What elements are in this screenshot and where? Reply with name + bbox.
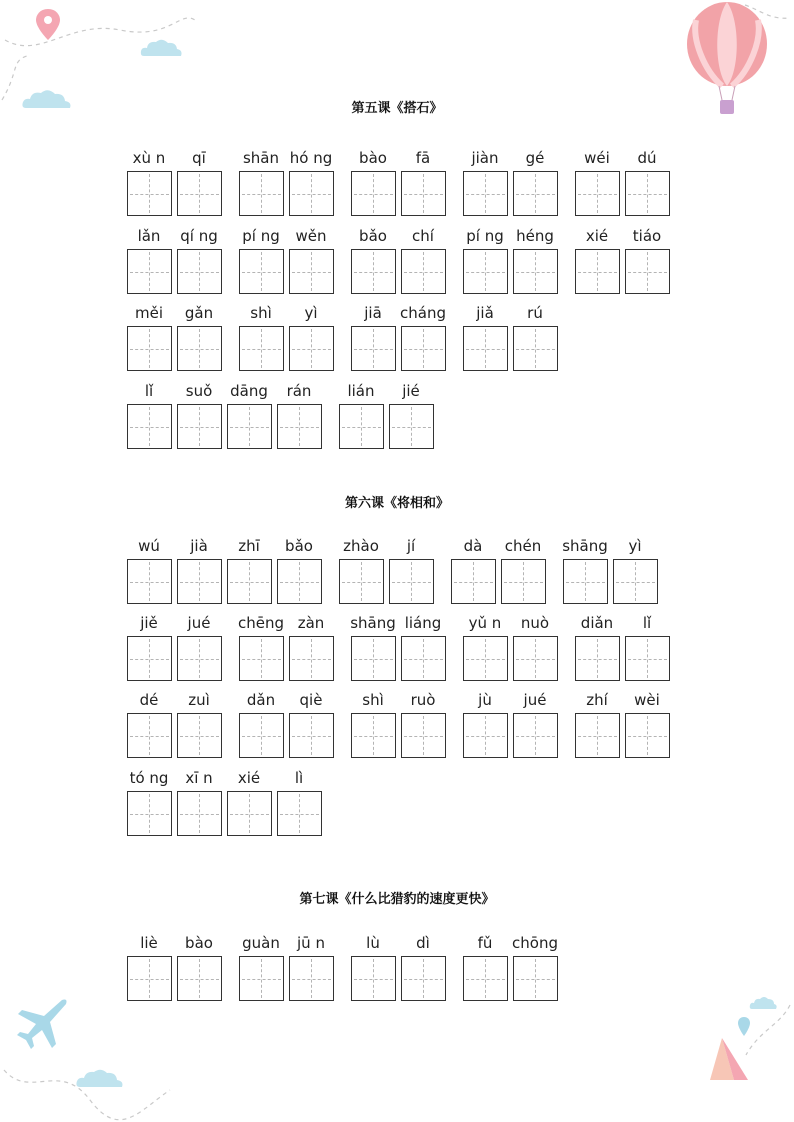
word-row <box>0 931 794 1003</box>
character-cell <box>622 146 672 218</box>
character-cell <box>460 931 510 1003</box>
pinyin-label: shì <box>250 304 272 322</box>
writing-box[interactable] <box>351 956 396 1001</box>
pinyin-label: dú <box>637 149 657 167</box>
writing-box[interactable] <box>401 956 446 1001</box>
writing-box[interactable] <box>127 249 172 294</box>
pinyin-label: zhí <box>586 691 608 709</box>
word-group <box>236 224 336 296</box>
word-row <box>0 379 794 451</box>
writing-box[interactable] <box>625 249 670 294</box>
pinyin-label: wèi <box>634 691 660 709</box>
character-cell <box>348 224 398 296</box>
dashed-path-top-right <box>740 0 794 40</box>
writing-box[interactable] <box>351 249 396 294</box>
character-cell <box>610 534 660 606</box>
character-cell <box>224 379 274 451</box>
writing-box[interactable] <box>513 956 558 1001</box>
writing-box[interactable] <box>513 713 558 758</box>
character-cell <box>572 688 622 760</box>
word-group <box>460 224 560 296</box>
pinyin-label: jiàn <box>471 149 499 167</box>
word-row <box>0 224 794 296</box>
writing-box[interactable] <box>289 171 334 216</box>
pinyin-label: zuì <box>188 691 210 709</box>
character-cell <box>560 534 610 606</box>
character-cell <box>448 534 498 606</box>
writing-box[interactable] <box>177 956 222 1001</box>
character-cell <box>174 931 224 1003</box>
character-cell <box>274 534 324 606</box>
pinyin-label: liè <box>140 934 158 952</box>
pinyin-label: jiě <box>140 614 158 632</box>
pinyin-label: tiáo <box>632 227 662 245</box>
writing-box[interactable] <box>177 326 222 371</box>
pinyin-label: zhī <box>238 537 260 555</box>
writing-box[interactable] <box>351 326 396 371</box>
writing-box[interactable] <box>227 791 272 836</box>
writing-box[interactable] <box>239 249 284 294</box>
pinyin-label: bào <box>185 934 213 952</box>
writing-box[interactable] <box>289 326 334 371</box>
word-group <box>348 301 448 373</box>
word-group <box>236 688 336 760</box>
writing-box[interactable] <box>401 171 446 216</box>
pinyin-label: lǐ <box>144 382 154 400</box>
writing-box[interactable] <box>289 713 334 758</box>
pinyin-label: jiā <box>364 304 382 322</box>
character-cell <box>510 931 560 1003</box>
writing-box[interactable] <box>463 326 508 371</box>
pinyin-label: jū n <box>297 934 325 952</box>
writing-box[interactable] <box>239 326 284 371</box>
character-cell <box>174 766 224 838</box>
word-group <box>348 224 448 296</box>
writing-box[interactable] <box>513 326 558 371</box>
pinyin-label: jiǎ <box>476 304 494 322</box>
character-cell <box>398 146 448 218</box>
pinyin-label: chōng <box>512 934 558 952</box>
pinyin-label: chēng <box>237 614 284 632</box>
writing-box[interactable] <box>625 713 670 758</box>
sailboat-icon <box>704 1036 752 1082</box>
pinyin-label: zàn <box>297 614 325 632</box>
pinyin-label: lǐ <box>642 614 652 632</box>
pinyin-label: wú <box>138 537 160 555</box>
pinyin-label: lǎn <box>137 227 161 245</box>
writing-box[interactable] <box>177 636 222 681</box>
character-cell <box>510 688 560 760</box>
writing-box[interactable] <box>127 171 172 216</box>
pinyin-label: jù <box>478 691 492 709</box>
pinyin-label: dé <box>139 691 159 709</box>
writing-box[interactable] <box>277 404 322 449</box>
pinyin-label: shāng <box>562 537 608 555</box>
writing-box[interactable] <box>463 249 508 294</box>
word-group <box>124 146 224 218</box>
cloud-icon <box>138 36 184 60</box>
word-group <box>348 931 448 1003</box>
word-group <box>236 931 336 1003</box>
word-group <box>572 611 672 683</box>
pinyin-label: hó ng <box>289 149 333 167</box>
pinyin-label: měi <box>134 304 163 322</box>
word-group <box>336 534 436 606</box>
writing-box[interactable] <box>401 249 446 294</box>
writing-box[interactable] <box>513 171 558 216</box>
character-cell <box>286 301 336 373</box>
writing-box[interactable] <box>463 636 508 681</box>
character-cell <box>398 611 448 683</box>
character-cell <box>236 931 286 1003</box>
word-row <box>0 688 794 760</box>
writing-box[interactable] <box>127 404 172 449</box>
word-group <box>124 534 324 606</box>
writing-box[interactable] <box>513 249 558 294</box>
writing-box[interactable] <box>289 636 334 681</box>
character-cell <box>274 379 324 451</box>
pinyin-label: héng <box>516 227 554 245</box>
writing-box[interactable] <box>625 636 670 681</box>
pinyin-label: jié <box>402 382 420 400</box>
word-group <box>124 379 324 451</box>
pinyin-label: fā <box>415 149 431 167</box>
writing-box[interactable] <box>401 713 446 758</box>
word-group <box>124 611 224 683</box>
writing-box[interactable] <box>575 171 620 216</box>
character-cell <box>286 611 336 683</box>
pinyin-label: qiè <box>299 691 323 709</box>
writing-box[interactable] <box>289 249 334 294</box>
pinyin-label: dà <box>463 537 483 555</box>
word-group <box>236 611 336 683</box>
writing-box[interactable] <box>513 636 558 681</box>
writing-box[interactable] <box>351 636 396 681</box>
character-cell <box>224 534 274 606</box>
character-cell <box>348 146 398 218</box>
pinyin-label: gé <box>525 149 545 167</box>
word-group <box>124 766 324 838</box>
writing-box[interactable] <box>227 559 272 604</box>
pinyin-label: bǎo <box>359 227 387 245</box>
word-group <box>460 931 560 1003</box>
word-group <box>572 688 672 760</box>
pinyin-label: lù <box>366 934 380 952</box>
writing-box[interactable] <box>177 559 222 604</box>
word-group <box>348 146 448 218</box>
pinyin-label: qī <box>192 149 206 167</box>
writing-box[interactable] <box>575 636 620 681</box>
pinyin-label: xié <box>237 769 261 787</box>
pinyin-label: wěn <box>295 227 327 245</box>
character-cell <box>174 224 224 296</box>
writing-box[interactable] <box>127 956 172 1001</box>
writing-box[interactable] <box>239 636 284 681</box>
character-cell <box>124 611 174 683</box>
writing-box[interactable] <box>563 559 608 604</box>
writing-box[interactable] <box>127 636 172 681</box>
character-cell <box>224 766 274 838</box>
character-cell <box>622 688 672 760</box>
character-cell <box>572 611 622 683</box>
writing-box[interactable] <box>613 559 658 604</box>
character-cell <box>348 931 398 1003</box>
writing-box[interactable] <box>127 791 172 836</box>
word-group <box>124 931 224 1003</box>
pinyin-label: dǎn <box>246 691 276 709</box>
pinyin-label: jià <box>190 537 208 555</box>
word-group <box>460 688 560 760</box>
pinyin-label: shān <box>242 149 280 167</box>
character-cell <box>386 379 436 451</box>
word-group <box>348 611 448 683</box>
word-group <box>460 611 560 683</box>
word-group <box>348 688 448 760</box>
pinyin-label: tó ng <box>129 769 169 787</box>
word-row <box>0 611 794 683</box>
character-cell <box>174 534 224 606</box>
character-cell <box>386 534 436 606</box>
pinyin-label: xié <box>585 227 609 245</box>
character-cell <box>124 224 174 296</box>
pinyin-label: jué <box>187 614 211 632</box>
character-cell <box>124 534 174 606</box>
character-cell <box>124 301 174 373</box>
writing-box[interactable] <box>501 559 546 604</box>
character-cell <box>460 146 510 218</box>
writing-box[interactable] <box>625 171 670 216</box>
character-cell <box>572 146 622 218</box>
writing-box[interactable] <box>575 249 620 294</box>
lesson-title: 第六课《将相和》 <box>344 496 449 511</box>
pinyin-label: yǔ n <box>468 614 502 632</box>
pinyin-label: suǒ <box>185 382 213 400</box>
character-cell <box>398 301 448 373</box>
pinyin-label: pí ng <box>466 227 504 245</box>
lesson-title: 第七课《什么比猎豹的速度更快》 <box>299 892 495 907</box>
writing-box[interactable] <box>389 559 434 604</box>
pinyin-label: rú <box>527 304 543 322</box>
writing-box[interactable] <box>239 171 284 216</box>
character-cell <box>274 766 324 838</box>
character-cell <box>348 611 398 683</box>
character-cell <box>174 611 224 683</box>
character-cell <box>622 224 672 296</box>
character-cell <box>124 766 174 838</box>
character-cell <box>174 688 224 760</box>
pinyin-label: ruò <box>410 691 436 709</box>
pinyin-label: guàn <box>242 934 280 952</box>
writing-box[interactable] <box>451 559 496 604</box>
pinyin-label: chén <box>504 537 542 555</box>
character-cell <box>348 301 398 373</box>
pinyin-label: wéi <box>584 149 610 167</box>
pinyin-label: dì <box>416 934 430 952</box>
character-cell <box>124 146 174 218</box>
writing-box[interactable] <box>389 404 434 449</box>
character-cell <box>398 931 448 1003</box>
character-cell <box>498 534 548 606</box>
pinyin-label: lián <box>347 382 375 400</box>
pinyin-label: qí ng <box>180 227 218 245</box>
character-cell <box>286 931 336 1003</box>
word-row <box>0 146 794 218</box>
character-cell <box>348 688 398 760</box>
word-group <box>236 301 336 373</box>
pinyin-label: bào <box>359 149 387 167</box>
character-cell <box>236 611 286 683</box>
pinyin-label: pí ng <box>242 227 280 245</box>
cloud-icon <box>74 1066 126 1090</box>
word-group <box>560 534 660 606</box>
character-cell <box>124 688 174 760</box>
word-group <box>460 301 560 373</box>
character-cell <box>572 224 622 296</box>
word-group <box>460 146 560 218</box>
character-cell <box>622 611 672 683</box>
writing-box[interactable] <box>351 713 396 758</box>
pinyin-label: bǎo <box>285 537 313 555</box>
writing-box[interactable] <box>401 326 446 371</box>
character-cell <box>174 379 224 451</box>
writing-box[interactable] <box>463 713 508 758</box>
pinyin-label: shāng <box>350 614 396 632</box>
writing-box[interactable] <box>177 713 222 758</box>
lesson-title: 第五课《搭石》 <box>351 101 443 116</box>
pinyin-label: fǔ <box>477 934 493 952</box>
pinyin-label: yì <box>628 537 642 555</box>
pinyin-label: gǎn <box>184 304 214 322</box>
pinyin-label: xù n <box>132 149 166 167</box>
character-cell <box>236 146 286 218</box>
writing-box[interactable] <box>127 713 172 758</box>
character-cell <box>510 224 560 296</box>
writing-box[interactable] <box>575 713 620 758</box>
character-cell <box>460 688 510 760</box>
word-row <box>0 766 794 838</box>
word-group <box>124 224 224 296</box>
pinyin-label: lì <box>294 769 304 787</box>
character-cell <box>398 688 448 760</box>
writing-box[interactable] <box>177 791 222 836</box>
writing-box[interactable] <box>127 559 172 604</box>
writing-box[interactable] <box>351 171 396 216</box>
character-cell <box>124 931 174 1003</box>
character-cell <box>286 146 336 218</box>
pinyin-label: shì <box>362 691 384 709</box>
character-cell <box>460 301 510 373</box>
writing-box[interactable] <box>401 636 446 681</box>
writing-box[interactable] <box>339 404 384 449</box>
pinyin-label: nuò <box>520 614 550 632</box>
writing-box[interactable] <box>177 404 222 449</box>
word-group <box>572 224 672 296</box>
character-cell <box>510 611 560 683</box>
pinyin-label: dāng <box>230 382 268 400</box>
writing-box[interactable] <box>177 171 222 216</box>
character-cell <box>174 146 224 218</box>
character-cell <box>236 224 286 296</box>
writing-box[interactable] <box>463 956 508 1001</box>
pinyin-label: chí <box>412 227 434 245</box>
writing-box[interactable] <box>289 956 334 1001</box>
word-group <box>236 146 336 218</box>
writing-box[interactable] <box>177 249 222 294</box>
writing-box[interactable] <box>339 559 384 604</box>
writing-box[interactable] <box>239 713 284 758</box>
character-cell <box>336 534 386 606</box>
writing-box[interactable] <box>239 956 284 1001</box>
character-cell <box>286 688 336 760</box>
pinyin-label: jí <box>406 537 416 555</box>
pinyin-label: rán <box>286 382 312 400</box>
writing-box[interactable] <box>127 326 172 371</box>
character-cell <box>460 224 510 296</box>
character-cell <box>398 224 448 296</box>
character-cell <box>236 688 286 760</box>
character-cell <box>124 379 174 451</box>
word-group <box>124 301 224 373</box>
word-row <box>0 301 794 373</box>
pinyin-label: liáng <box>404 614 442 632</box>
character-cell <box>460 611 510 683</box>
pinyin-label: cháng <box>400 304 446 322</box>
character-cell <box>510 146 560 218</box>
pinyin-label: jué <box>523 691 547 709</box>
writing-box[interactable] <box>227 404 272 449</box>
character-cell <box>174 301 224 373</box>
word-group <box>572 146 672 218</box>
character-cell <box>510 301 560 373</box>
pinyin-label: zhào <box>343 537 379 555</box>
word-group <box>336 379 436 451</box>
word-group <box>448 534 548 606</box>
pinyin-label: yì <box>304 304 318 322</box>
character-cell <box>286 224 336 296</box>
character-cell <box>336 379 386 451</box>
writing-box[interactable] <box>277 791 322 836</box>
word-row <box>0 534 794 606</box>
pinyin-label: xī n <box>185 769 213 787</box>
writing-box[interactable] <box>463 171 508 216</box>
character-cell <box>236 301 286 373</box>
word-group <box>124 688 224 760</box>
pinyin-label: diǎn <box>580 614 614 632</box>
writing-box[interactable] <box>277 559 322 604</box>
